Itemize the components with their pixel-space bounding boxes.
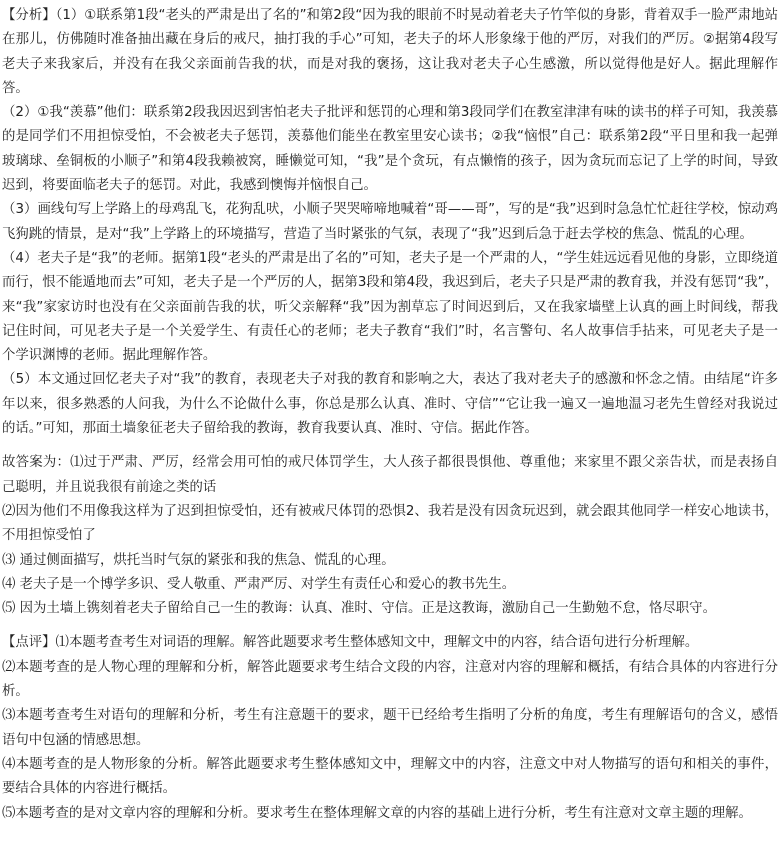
analysis-part-2: （2）①我“羡慕”他们：联系第2段我因迟到害怕老夫子批评和惩罚的心理和第3段同学们在教室津津有味的读书的样子可知，我羡慕的是同学们不用担惊受怕，不会被老夫子惩罚，羡慕他们能坐在教室里安心读书；②我“恼恨”自己：联系第2段“平日里和我一起弹玻璃球、垒铜板的小顺子”和第4段我赖被窝，睡懒觉可知，“我”是个贪玩，有点懒惰的孩子，因为贪玩而忘记了上学的时间，导致迟到，将要面临老夫子的惩罚。对此，我感到懊悔并恼恨自己。 bbox=[2, 105, 778, 194]
answer-5: ⑸ 因为土墙上镌刻着老夫子留给自己一生的教诲：认真、准时、守信。正是这教诲，激励自己一生勤勉不怠，恪尽职守。 bbox=[2, 601, 716, 617]
section-spacer bbox=[2, 441, 778, 451]
answer-1: 故答案为：⑴过于严肃、严厉，经常会用可怕的戒尺体罚学生，大人孩子都很畏惧他、尊重他；来家里不跟父亲告状，而是表扬自己聪明，并且说我很有前途之类的话 bbox=[2, 455, 778, 495]
answer-3: ⑶ 通过侧面描写，烘托当时气氛的紧张和我的焦急、慌乱的心理。 bbox=[2, 552, 395, 568]
answer-2: ⑵因为他们不用像我这样为了迟到担惊受怕，还有被戒尺体罚的恐惧2、我若是没有因贪玩迟到，就会跟其他同学一样安心地读书，不用担惊受怕了 bbox=[2, 503, 778, 544]
comment-1: 【点评】⑴本题考查考生对词语的理解。解答此题要求考生整体感知文中，理解文中的内容，结合语句进行分析理解。 bbox=[2, 635, 699, 651]
analysis-part-3: （3）画线句写上学路上的母鸡乱飞，花狗乱吠，小顺子哭哭啼啼地喊着“哥——哥”，写的是“我”迟到时急急忙忙赶往学校，惊动鸡飞狗跳的情景，是对“我”上学路上的环境描写，营造了当时紧张的气氛，表现了“我”迟到后急于赶去学校的焦急、慌乱的心理。 bbox=[2, 202, 778, 242]
analysis-part-4: （4）老夫子是“我”的老师。据第1段“老头的严肃是出了名的”可知，老夫子是一个严肃的人，“学生娃远远看见他的身影，立即绕道而行，恨不能遁地而去”可知，老夫子是一个严厉的人，据第3段和第4段，我迟到后，老夫子只是严肃的教育我，并没有惩罚“我”，来“我”家家访时也没有在父亲面前告我的状，听父亲解释“我”因为割草忘了时间迟到后，又在我家墙壁上认真的画上时间线，帮我记住时间，可见老夫子是一个关爱学生、有责任心的老师；老夫子教育“我们”时，名言警句、名人故事信手拈来，可见老夫子是一个学识渊博的老师。据此理解作答。 bbox=[2, 250, 778, 364]
analysis-part-1: 【分析】（1）①联系第1段“老头的严肃是出了名的”和第2段“因为我的眼前不时晃动着老夫子竹竿似的身影，背着双手一脸严肃地站在那儿，仿佛随时准备抽出藏在身后的戒尺，抽打我的手心”可知，老夫子的坏人形象缘于他的严厉，对我们的严厉。②据第4段写老夫子来我家后，并没有在我父亲面前告我的状，而是对我的褒扬，这让我对老夫子心生感激，所以觉得他是好人。据此理解作答。 bbox=[2, 8, 778, 96]
comment-4: ⑷本题考查的是人物形象的分析。解答此题要求考生整体感知文中，理解文中的内容，注意文中对人物描写的语句和相关的事件，要结合具体的内容进行概括。 bbox=[2, 756, 778, 797]
answer-4: ⑷ 老夫子是一个博学多识、受人敬重、严肃严厉、对学生有责任心和爱心的教书先生。 bbox=[2, 576, 516, 592]
comment-3: ⑶本题考查考生对语句的理解和分析，考生有注意题干的要求，题干已经给考生指明了分析的角度，考生有理解语句的含义，感悟语句中包涵的情感思想。 bbox=[2, 708, 778, 748]
comment-5: ⑸本题考查的是对文章内容的理解和分析。要求考生在整体理解文章的内容的基础上进行分析，考生有注意对文章主题的理解。 bbox=[2, 805, 752, 821]
analysis-part-5: （5）本文通过回忆老夫子对“我”的教育，表现老夫子对我的教育和影响之大，表达了我对老夫子的感激和怀念之情。由结尾“许多年以来，很多熟悉的人问我，为什么不论做什么事，你总是那么认真、准时、守信”“它让我一遍又一遍地温习老先生曾经对我说过的话。”可知，那面土墙象征老夫子留给我的教诲，教育我要认真、准时、守信。据此作答。 bbox=[2, 372, 778, 437]
comment-2: ⑵本题考查的是人物心理的理解和分析，解答此题要求考生结合文段的内容，注意对内容的理解和概括，有结合具体的内容进行分析。 bbox=[2, 659, 778, 700]
section-spacer bbox=[2, 621, 778, 631]
